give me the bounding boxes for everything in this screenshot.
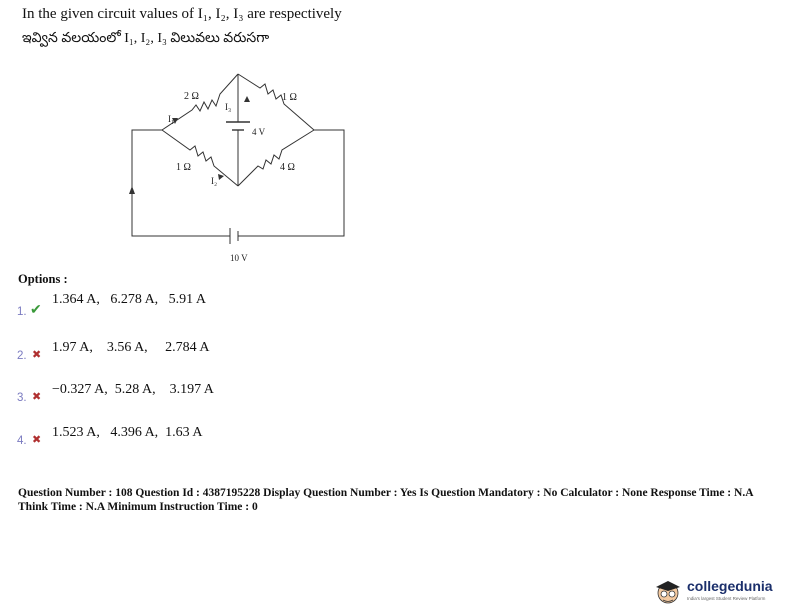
label-main-battery: 10 V: [230, 253, 248, 263]
options-label: Options :: [18, 272, 68, 286]
wire-right: [248, 130, 344, 236]
option-4[interactable]: [0, 425, 400, 455]
option-number: 2.: [17, 350, 27, 362]
current-arrow-i2: [218, 174, 224, 180]
question-metadata: Question Number : 108 Question Id : 4387195228 Display Question Number : Yes Is Question Mandatory : No Calculator : None Response Time : N.A Think Time : N.A Minimum Instruction Time : 0: [18, 487, 753, 513]
label-r-top-right: 1 Ω: [282, 92, 297, 103]
label-i3: I₃: [225, 102, 232, 112]
option-3[interactable]: [0, 382, 400, 412]
circuit-diagram: [120, 62, 360, 272]
option-text: 1.523 A, 4.396 A, 1.63 A: [52, 425, 203, 440]
label-r-bottom-right: 4 Ω: [280, 162, 295, 173]
current-arrow-i3: [244, 96, 250, 102]
label-i1: I₁: [168, 114, 175, 124]
resistor-bottom-left: [162, 130, 238, 186]
option-text: 1.97 A, 3.56 A, 2.784 A: [52, 340, 210, 355]
cross-icon: ✖: [32, 391, 42, 403]
label-middle-battery: 4 V: [252, 127, 266, 137]
label-r-bottom-left: 1 Ω: [176, 162, 191, 173]
option-number: 1.: [17, 306, 27, 318]
logo-text: collegedunia: [687, 578, 773, 594]
label-r-top-left: 2 Ω: [184, 91, 199, 102]
cross-icon: ✖: [32, 434, 42, 446]
current-arrow-left: [129, 186, 135, 194]
option-1[interactable]: [0, 292, 400, 322]
option-number: 4.: [17, 435, 27, 447]
option-text: 1.364 A, 6.278 A, 5.91 A: [52, 292, 207, 307]
option-2[interactable]: [0, 340, 400, 370]
cross-icon: ✖: [32, 349, 42, 361]
option-number: 3.: [17, 392, 27, 404]
question-telugu: ఇవ్విన వలయంలో I₁, I₂, I₃ విలువలు వరుసగా: [22, 31, 270, 46]
collegedunia-logo[interactable]: [651, 578, 786, 606]
mascot-icon: [651, 578, 685, 606]
option-text: −0.327 A, 5.28 A, 3.197 A: [52, 382, 214, 397]
label-i2: I₂: [211, 176, 218, 186]
resistor-bottom-right: [238, 130, 314, 186]
logo-tagline: India's largest Student Review Platform: [687, 596, 766, 601]
check-icon: ✔: [30, 303, 42, 318]
question-english: In the given circuit values of I₁, I₂, I₃ are respectively: [22, 6, 342, 22]
